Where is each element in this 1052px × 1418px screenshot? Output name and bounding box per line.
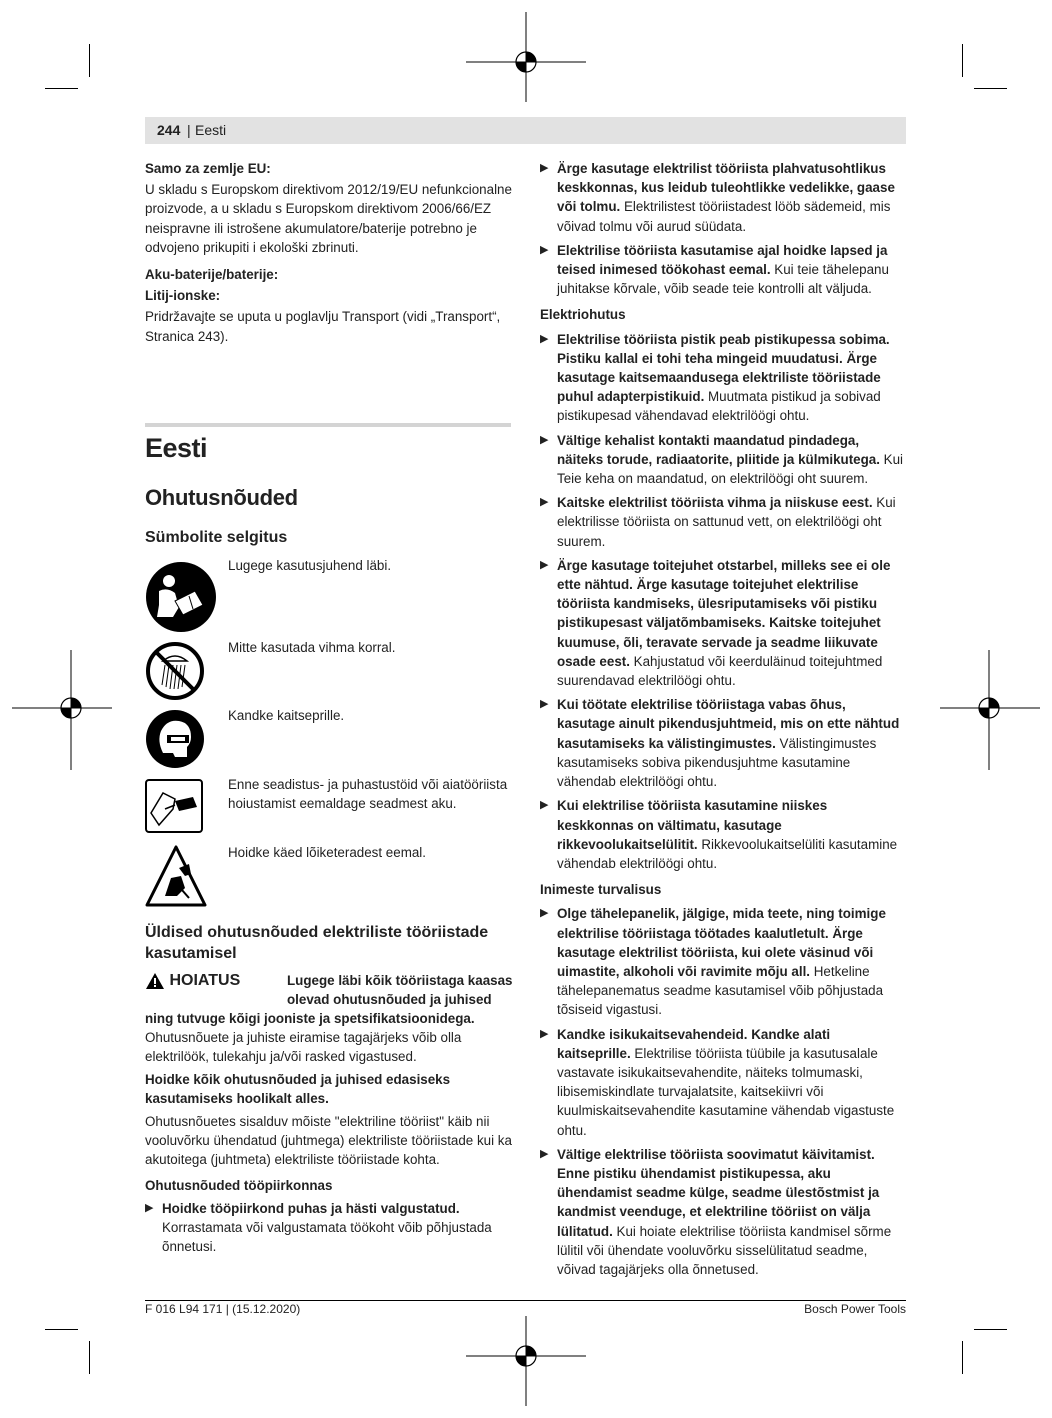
litij-text: Pridržavajte se uputa u poglavlju Transport (vidi „Transport“, Stranica 243). <box>145 309 501 344</box>
blade-hazard-icon <box>145 844 207 908</box>
bullet-arrow-icon: ▶ <box>540 433 549 446</box>
samo-text: U skladu s Europskom direktivom 2012/19/EU nefunkcionalne proizvode, a u skladu s Europskom direktivom 2006/66/EZ neispravne ili istrošene akumulatore/baterije potrebno je odvojeno prikupiti i ekološki zbrinuti. <box>145 182 512 255</box>
symbol-text: Mitte kasutada vihma korral. <box>228 640 396 655</box>
bullet-text: Kui Teie keha on maandatud, on elektrilöögi oht suurem. <box>557 451 904 487</box>
bullet-text: Kui elektrilisse tööriista on sattunud vett, on elektrilöögi oht suurem. <box>557 495 896 549</box>
bullet-bold: Elektrilise tööriista pistik peab pistikupessa sobima. Pistiku kallal ei tohi teha mingeid muudatusi. Ärge kasutage kaitsemaandusega elektriliste tööriistade puhul adapterpistikuid. <box>557 331 890 405</box>
warning-text: Ohutusnõuete ja juhiste eiramise tagajärjeks võib olla elektrilöök, tulekahju ja/või rasked vigastused. <box>145 1030 462 1065</box>
remove-battery-icon <box>145 779 203 833</box>
elektri-heading: Elektriohutus <box>540 307 626 323</box>
crop-mark <box>45 88 78 89</box>
bullet-arrow-icon: ▶ <box>540 243 549 256</box>
safety-goggles-icon <box>145 709 205 769</box>
bullet-bold: Elektrilise tööriista kasutamise ajal hoidke lapsed ja teised inimesed töökohast eemal. <box>557 242 888 278</box>
bullet-bold: Hoidke tööpiirkond puhas ja hästi valgustatud. <box>162 1200 460 1216</box>
bullet-text: Kui teie tähelepanu juhitakse kõrvale, võib seade teie kontrolli alt väljuda. <box>557 262 889 297</box>
bullet-bold: Ärge kasutage elektrilist tööriista plahvatusohtlikus keskkonnas, kus leidub tuleohtlikke vedelikke, gaase või tolmu. <box>557 161 895 215</box>
symbol-text: Lugege kasutusjuhend läbi. <box>228 558 392 573</box>
bullet-text: Muutmata pistikud ja sobivad pistikupesad vähendavad elektrilöögi ohtu. <box>557 389 881 424</box>
header-language: Eesti <box>195 122 227 138</box>
symbol-text: Enne seadistus- ja puhastustöid või aiatööriista hoiustamist eemaldage seadmest aku. <box>228 777 508 812</box>
aku-heading: Aku-baterije/baterije: <box>145 267 279 283</box>
bullet-item <box>540 159 906 236</box>
bullet-item <box>540 904 906 1019</box>
bullet-item <box>540 493 906 551</box>
footer-brand: Bosch Power Tools <box>804 1302 906 1316</box>
bullet-item <box>540 556 906 690</box>
bullet-text: Välistingimustes kasutamiseks sobiva pikendusjuhtme kasutamine vähendab elektrilöögi ohtu. <box>557 735 877 790</box>
right-column <box>540 159 906 1284</box>
bullet-arrow-icon: ▶ <box>540 1147 549 1160</box>
bullet-text: Kahjustatud või keerduläinud toitejuhtmed suurendavad elektrilöögi ohtu. <box>557 653 883 689</box>
symbol-text: Hoidke käed lõiketeradest eemal. <box>228 845 426 860</box>
warning-continuation: ning tutvuge kõigi jooniste ja spetsifikatsioonidega. <box>145 1011 475 1026</box>
page-number: 244 <box>157 122 181 138</box>
bullet-bold: Vältige elektrilise tööriista soovimatut käivitamist. Enne pistiku ühendamist pistikupessa, aku ühendamist seadme külge, seadme ülestõstmist ja kandmist veenduge, et elektriline tööriist on välja lülitatud. <box>557 1146 880 1239</box>
bullet-bold: Kandke isikukaitsevahendeid. Kandke alati kaitseprille. <box>557 1026 831 1061</box>
bullet-bold: Olge tähelepanelik, jälgige, mida teete, ning toimige elektrilise tööriistaga töötades kaalutletult. Ärge kasutage elektrilist tööriista, kui olete väsinud või uimastite, alkoholi või ravimite mõju all. <box>557 906 886 979</box>
term-text: Ohutusnõuetes sisalduv mõiste "elektriline tööriist" käib nii vooluvõrku ühendatud (juhtmega) elektriliste tööriistade kui ka akutoitega (juhtmeta) elektriliste tööriistade kohta. <box>145 1114 512 1168</box>
registration-mark-icon <box>466 1316 586 1406</box>
general-safety-heading: Üldised ohutusnõuded elektriliste tööriistade kasutamisel <box>145 924 489 962</box>
bullet-item <box>540 1145 906 1279</box>
inimeste-heading: Inimeste turvalisus <box>540 882 662 898</box>
crop-mark <box>974 1329 1007 1330</box>
bullet-item <box>540 241 906 299</box>
page-header <box>145 117 906 144</box>
bullet-text: Elektrilistest tööriistadest lööb sädemeid, mis võivad tolmu või aurud süüdata. <box>557 199 891 234</box>
crop-mark <box>45 1329 78 1330</box>
crop-mark <box>89 44 90 77</box>
bullet-bold: Kaitske elektrilist tööriista vihma ja niiskuse eest. <box>557 495 873 511</box>
bullet-item <box>540 330 906 426</box>
bullet-text: Hetkeline tähelepanematus seadme kasutamisel võib põhjustada tõsiseid vigastusi. <box>557 963 884 1018</box>
no-rain-icon <box>145 641 205 701</box>
bullet-item <box>540 695 906 791</box>
warning-label <box>145 972 240 990</box>
bullet-arrow-icon: ▶ <box>540 162 549 174</box>
bullet-arrow-icon: ▶ <box>540 799 549 812</box>
bullet-bold: Kui elektrilise tööriista kasutamine niiskes keskkonnas on vältimatu, kasutage rikkevoolukaitselülitit. <box>557 798 828 852</box>
registration-mark-icon <box>466 12 586 102</box>
warning-icon <box>145 972 165 990</box>
samo-heading: Samo za zemlje EU: <box>145 161 271 176</box>
crop-mark <box>89 1341 90 1374</box>
warning-label-text: HOIATUS <box>169 972 241 990</box>
registration-mark-icon <box>940 650 1040 770</box>
warning-side-text: Lugege läbi kõik tööriistaga kaasas olevad ohutusnõuded ja juhised <box>287 973 513 1008</box>
bullet-arrow-icon: ▶ <box>540 496 549 509</box>
general-safety-body <box>145 1009 515 1261</box>
footer-rule <box>145 1300 906 1301</box>
bullet-arrow-icon: ▶ <box>540 1027 549 1040</box>
keep-instructions: Hoidke kõik ohutusnõuded ja juhised edasiseks kasutamiseks hoolikalt alles. <box>145 1071 451 1106</box>
symbol-text: Kandke kaitseprille. <box>228 708 345 723</box>
section-divider <box>145 423 511 427</box>
crop-mark <box>962 44 963 77</box>
header-separator: | <box>187 122 191 138</box>
bullet-item <box>540 1025 906 1140</box>
bullet-arrow-icon: ▶ <box>540 907 549 920</box>
bullet-item <box>540 796 906 873</box>
bullet-arrow-icon: ▶ <box>145 1201 154 1214</box>
bullet-bold: Kui töötate elektrilise tööriistaga vabas õhus, kasutage ainult pikendusjuhtmeid, mis on ette nähtud kasutamiseks ka välistingimustes. <box>557 697 900 751</box>
crop-mark <box>962 1341 963 1374</box>
left-column-top <box>145 159 515 346</box>
litij-heading: Litij-ionske: <box>145 288 221 304</box>
registration-mark-icon <box>12 650 112 770</box>
workplace-heading: Ohutusnõuded tööpiirkonnas <box>145 1177 333 1193</box>
section-title: Eesti <box>145 433 208 463</box>
footer-doc-code: F 016 L94 171 | (15.12.2020) <box>145 1302 301 1316</box>
bullet-text: Elektrilise tööriista tüübile ja kasutusalale vastavate isikukaitsevahendite, näiteks tolmumaski, libisemiskindlate turvajalatsite, kaitsekiivri või kuulmiskaitsevahendite kasutamine vähendab vigastuste ohtu. <box>557 1045 895 1138</box>
read-manual-icon <box>145 561 217 633</box>
bullet-arrow-icon: ▶ <box>540 698 549 711</box>
bullet-text: Kui hoiate elektrilise tööriista kandmisel sõrme lülitil või ühendate vooluvõrku sisselülitatud seadme, võivad tagajärjeks olla õnnetused. <box>557 1223 892 1277</box>
bullet-bold: Vältige kehalist kontakti maandatud pindadega, näiteks torude, radiaatorite, pliitide ja külmikutega. <box>557 432 880 467</box>
bullet-text: Rikkevoolukaitselüliti kasutamine vähendab elektrilöögi ohtu. <box>557 836 898 871</box>
bullet-arrow-icon: ▶ <box>540 332 549 345</box>
bullet-arrow-icon: ▶ <box>540 558 549 571</box>
crop-mark <box>974 88 1007 89</box>
bullet-bold: Ärge kasutage toitejuhet otstarbel, milleks see ei ole ette nähtud. Ärge kasutage toitejuhet elektrilise tööriista kandmiseks, ülesriputamiseks või pistiku pistikupesast väljatõmbamiseks. Kaitske toitejuhet kuumuse, õli, teravate servade ja seadme liikuvate osade eest. <box>557 557 891 669</box>
bullet-text: Korrastamata või valgustamata töökoht võib põhjustada õnnetusi. <box>162 1220 492 1255</box>
bullet-item <box>540 431 906 489</box>
section-subtitle: Ohutusnõuded <box>145 485 298 510</box>
symbols-heading: Sümbolite selgitus <box>145 529 288 546</box>
workplace-bullet <box>145 1199 515 1257</box>
